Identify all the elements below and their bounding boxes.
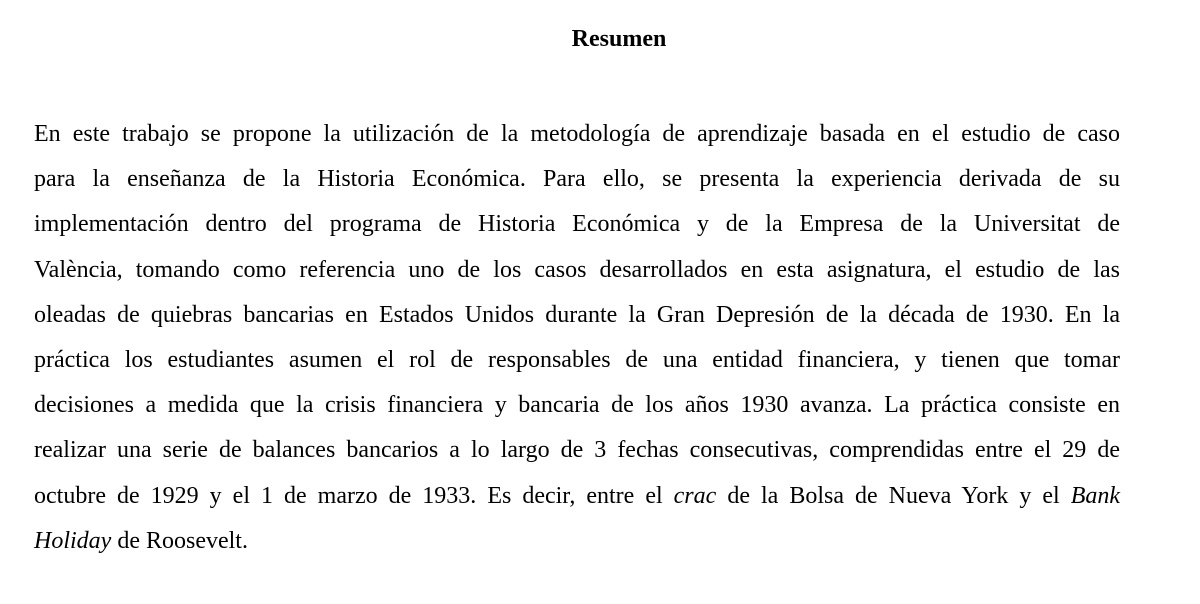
abstract-line-7: decisiones a medida que la crisis financiera y bancaria de los años 1930 avanza. La práctica consiste en bbox=[34, 392, 1120, 419]
abstract-italic-holiday: Holiday bbox=[34, 527, 112, 554]
abstract-line-10-text: de Roosevelt. bbox=[111, 527, 248, 554]
abstract-line-6: práctica los estudiantes asumen el rol de responsables de una entidad financiera, y tienen que tomar bbox=[34, 347, 1120, 374]
abstract-line-10 bbox=[34, 519, 1120, 564]
abstract-line-2: para la enseñanza de la Historia Económica. Para ello, se presenta la experiencia derivada de su bbox=[34, 166, 1120, 193]
abstract-italic-bank: Bank bbox=[1070, 482, 1121, 509]
abstract-line-8: realizar una serie de balances bancarios a lo largo de 3 fechas consecutivas, comprendidas entre el 29 de bbox=[34, 437, 1120, 464]
abstract-line-1: En este trabajo se propone la utilización de la metodología de aprendizaje basada en el estudio de caso bbox=[34, 121, 1120, 147]
abstract-italic-crac: crac bbox=[673, 482, 717, 509]
abstract-line-9-text-a: octubre de 1929 y el 1 de marzo de 1933. Es decir, entre el bbox=[34, 482, 674, 509]
abstract-line-3: implementación dentro del programa de Historia Económica y de la Empresa de la Universitat de bbox=[34, 211, 1120, 238]
abstract-line-9-text-b: de la Bolsa de Nueva York y el bbox=[716, 482, 1071, 509]
abstract-line-5: oleadas de quiebras bancarias en Estados Unidos durante la Gran Depresión de la década de 1930. En la bbox=[34, 301, 1120, 328]
abstract-paragraph bbox=[34, 112, 1120, 564]
abstract-line-4: València, tomando como referencia uno de los casos desarrollados en esta asignatura, el estudio de las bbox=[34, 256, 1120, 283]
abstract-heading: Resumen bbox=[571, 26, 667, 52]
abstract-line-9 bbox=[34, 474, 1120, 519]
